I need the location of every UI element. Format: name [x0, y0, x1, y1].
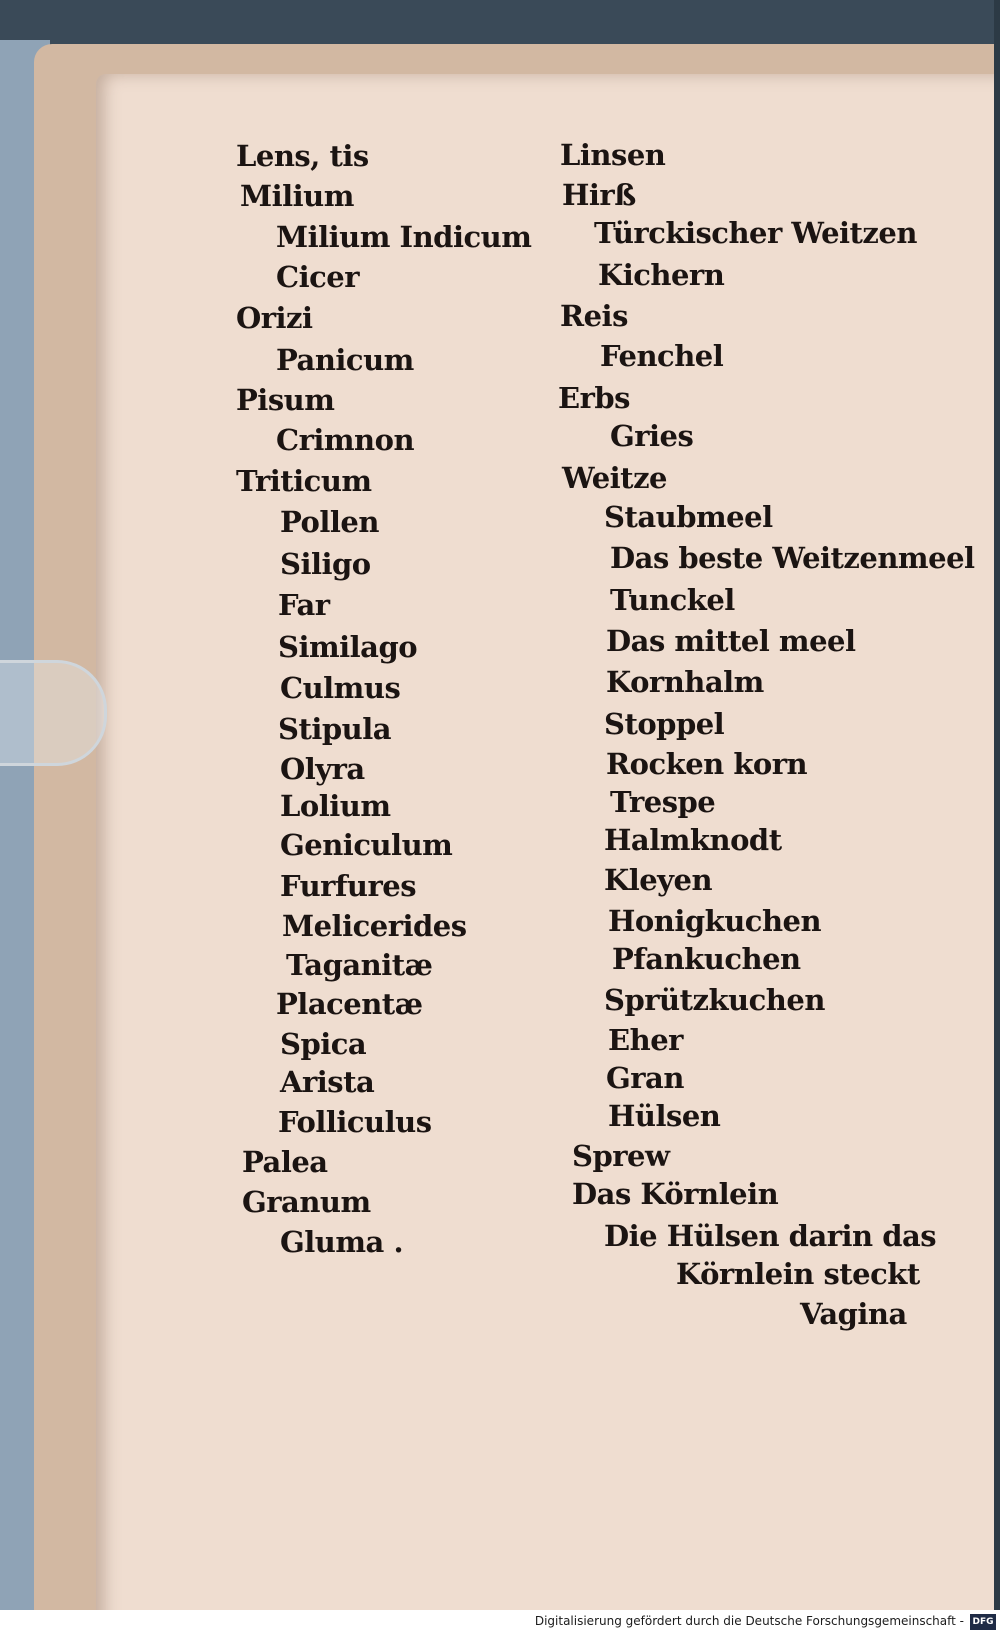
- german-term: Honigkuchen: [608, 904, 822, 938]
- german-term: Sprew: [572, 1139, 670, 1173]
- latin-term: Melicerides: [282, 909, 467, 943]
- dfg-logo: DFG: [970, 1614, 996, 1630]
- german-term: Türckischer Weitzen: [594, 216, 917, 250]
- latin-term: Pollen: [280, 505, 379, 539]
- german-term: Halmknodt: [604, 823, 782, 857]
- german-term: Das Körnlein: [572, 1177, 779, 1211]
- german-term: Kichern: [598, 258, 725, 292]
- german-term: Kleyen: [604, 863, 713, 897]
- german-term: Das mittel meel: [606, 624, 856, 658]
- latin-term: Milium: [240, 179, 354, 213]
- latin-term: Lens, tis: [236, 139, 369, 173]
- latin-term: Palea: [242, 1145, 328, 1179]
- german-term: Trespe: [610, 785, 716, 819]
- scan-edge: [994, 0, 1000, 1610]
- latin-term: Siligo: [280, 547, 371, 581]
- german-term: Hülsen: [608, 1099, 721, 1133]
- german-term: Erbs: [558, 381, 630, 415]
- german-term: Linsen: [560, 138, 666, 172]
- latin-term: Lolium: [280, 789, 391, 823]
- latin-term: Taganitæ: [286, 948, 433, 982]
- latin-term: Similago: [278, 630, 418, 664]
- german-term: Das beste Weitzenmeel: [610, 541, 975, 575]
- latin-term: Spica: [280, 1027, 367, 1061]
- german-term: Kornhalm: [606, 665, 764, 699]
- german-term: Fenchel: [600, 339, 724, 373]
- german-term: Vagina: [800, 1297, 907, 1331]
- german-term: Weitze: [562, 461, 667, 495]
- latin-term: Olyra: [280, 752, 365, 786]
- latin-term: Pisum: [236, 383, 335, 417]
- latin-term: Granum: [242, 1185, 371, 1219]
- german-term: Rocken korn: [606, 747, 808, 781]
- german-term: Gries: [610, 419, 694, 453]
- latin-term: Arista: [280, 1065, 375, 1099]
- latin-term: Gluma .: [280, 1225, 404, 1259]
- page-clip: [0, 660, 107, 766]
- german-term: Gran: [606, 1061, 684, 1095]
- latin-term: Stipula: [278, 712, 392, 746]
- german-term: Eher: [608, 1023, 683, 1057]
- latin-term: Folliculus: [278, 1105, 432, 1139]
- german-term: Sprützkuchen: [604, 983, 825, 1017]
- latin-term: Far: [278, 588, 330, 622]
- latin-term: Geniculum: [280, 828, 453, 862]
- latin-term: Milium Indicum: [276, 220, 532, 254]
- german-term: Reis: [560, 299, 628, 333]
- latin-term: Triticum: [236, 464, 372, 498]
- funding-notice: Digitalisierung gefördert durch die Deutsche Forschungsgemeinschaft -: [534, 1614, 964, 1628]
- latin-term: Culmus: [280, 671, 401, 705]
- latin-term: Cicer: [276, 260, 359, 294]
- latin-term: Crimnon: [276, 423, 415, 457]
- digitization-footer: [0, 1610, 1000, 1636]
- latin-term: Furfures: [280, 869, 417, 903]
- german-term: Tunckel: [610, 583, 735, 617]
- german-term: Stoppel: [604, 707, 725, 741]
- latin-term: Placentæ: [276, 987, 423, 1021]
- german-term: Körnlein steckt: [676, 1257, 920, 1291]
- german-term: Hirß: [562, 178, 636, 212]
- latin-term: Panicum: [276, 343, 414, 377]
- german-term: Die Hülsen darin das: [604, 1219, 937, 1253]
- page-edges: [34, 44, 1000, 1610]
- latin-term: Orizi: [236, 301, 313, 335]
- german-term: Staubmeel: [604, 500, 773, 534]
- page-paper: [96, 74, 1000, 1610]
- german-term: Pfankuchen: [612, 942, 801, 976]
